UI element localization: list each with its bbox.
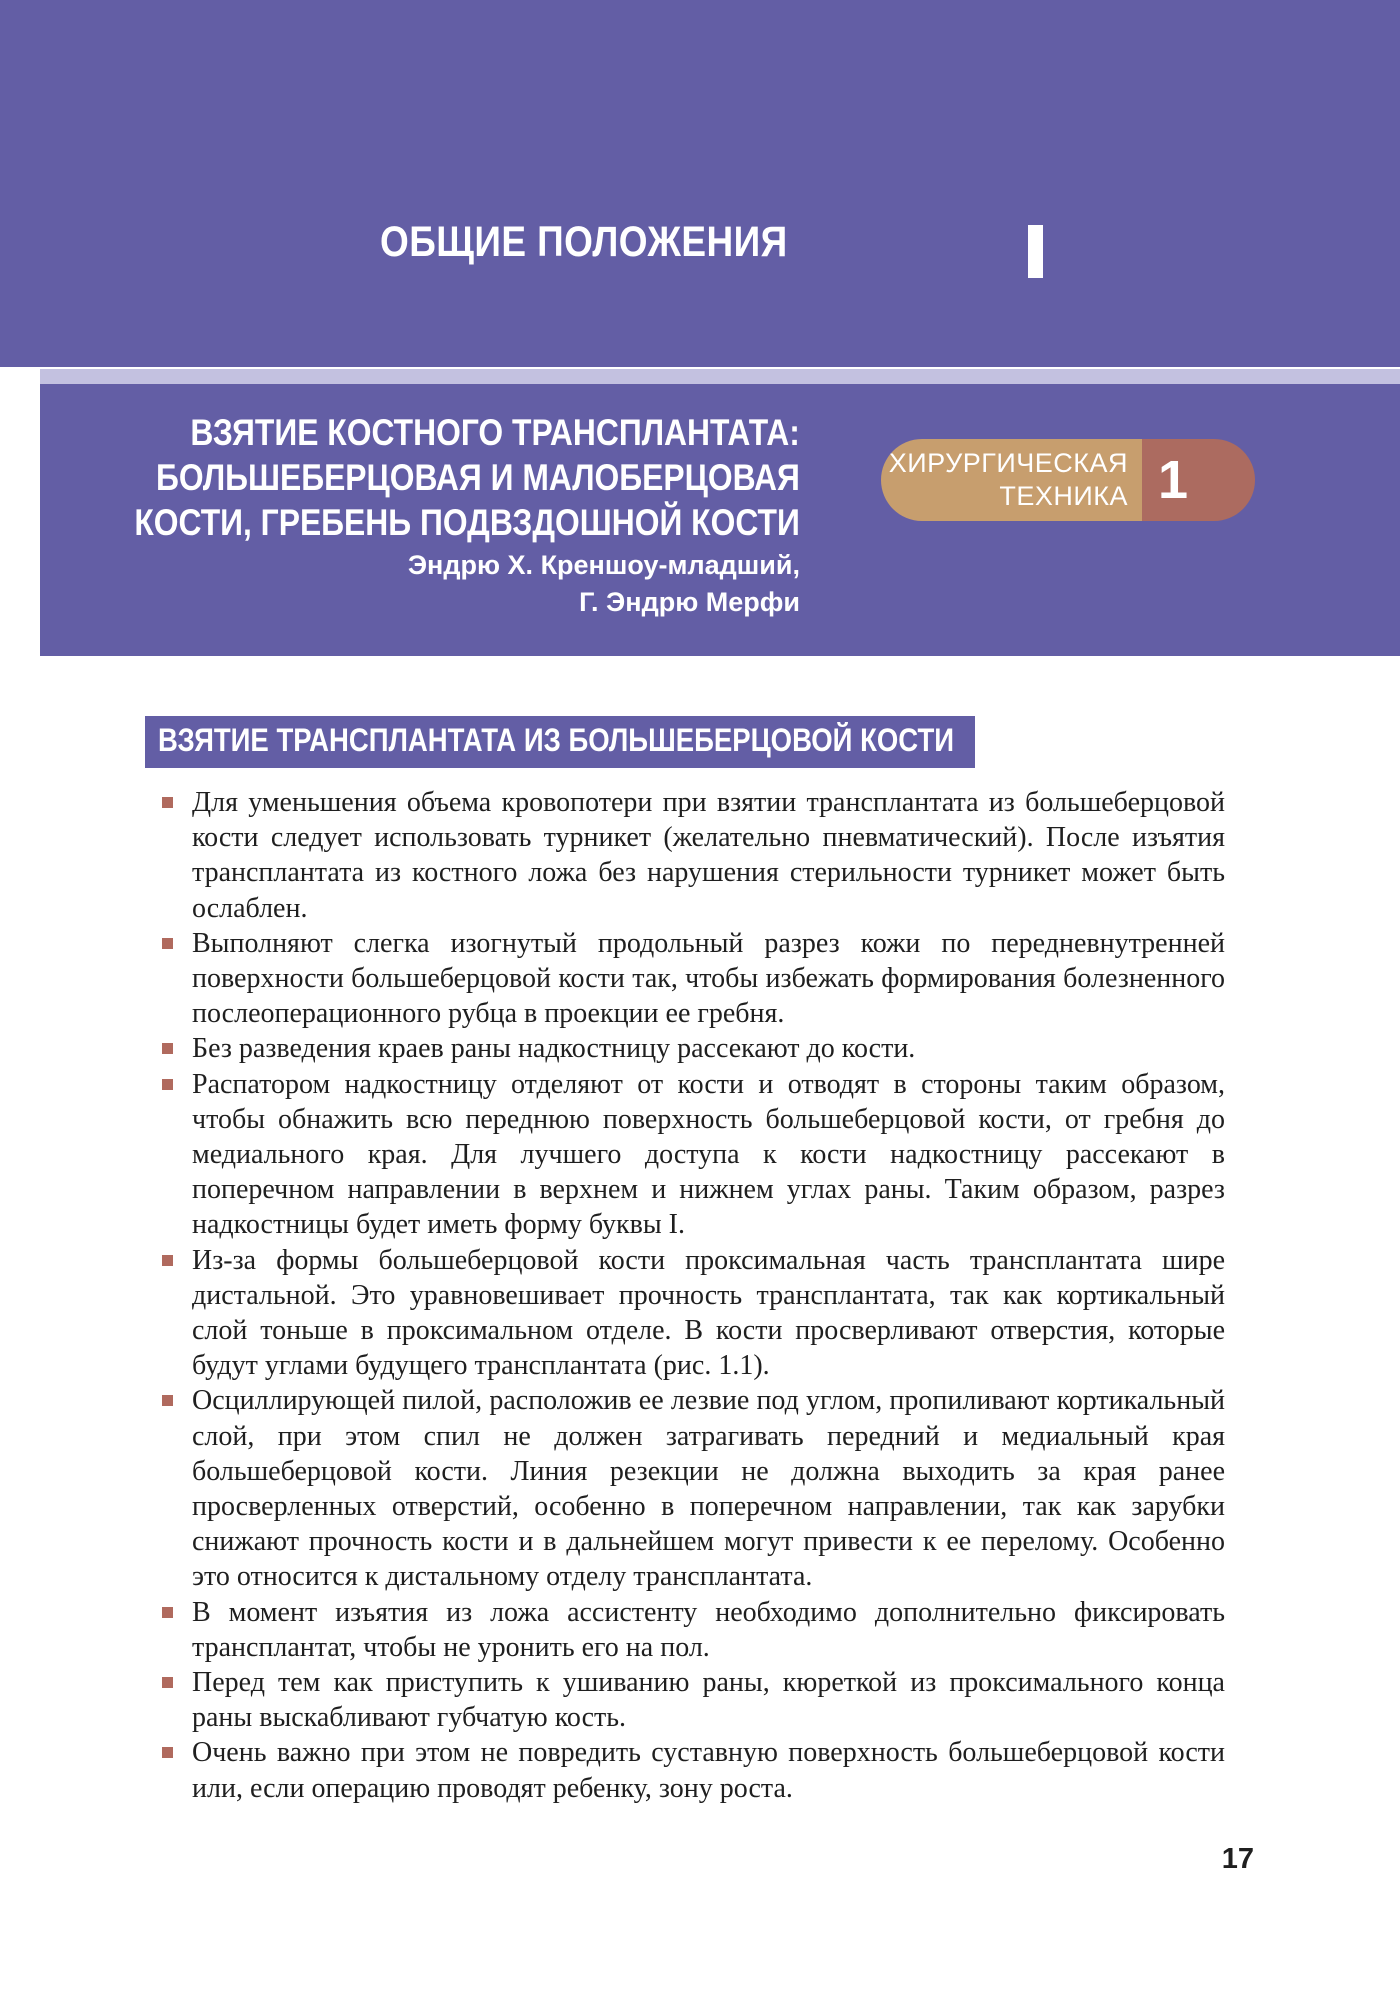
list-item [160,1595,1225,1665]
bullet-square-icon [162,1255,173,1266]
bullet-list [160,785,1225,1806]
bullet-square-icon [162,797,173,808]
chapter-tag [881,439,1255,521]
part-numeral [1028,225,1043,278]
header-divider-stripe [40,369,1400,384]
list-item [160,1735,1225,1805]
bullet-square-icon [162,1677,173,1688]
chapter-title-line: КОСТИ, ГРЕБЕНЬ ПОДВЗДОШНОЙ КОСТИ [134,502,800,543]
bullet-text: Без разведения краев раны надкостницу рассекают до кости. [192,1033,916,1065]
bullet-text: Осциллирующей пилой, расположив ее лезвие под углом, пропиливают кортикальный слой, при этом спил не должен затрагивать передний и медиальный края большеберцовой кости. Линия резекции не должна выходить за края ранее просверленных отверстий, особенно в поперечном направлении, так как зарубки снижают прочность кости и в дальнейшем могут привести к ее перелому. Особенно это относится к дистальному отделу трансплантата. [192,1385,1225,1593]
author-line: Эндрю Х. Креншоу-младший, [407,550,800,580]
list-item [160,926,1225,1032]
part-title: ОБЩИЕ ПОЛОЖЕНИЯ [380,218,788,266]
bullet-text: Перед тем как приступить к ушиванию раны, кюреткой из проксимального конца раны выскабливают губчатую кость. [192,1667,1225,1734]
bullet-text: В момент изъятия из ложа ассистенту необходимо дополнительно фиксировать трансплантат, чтобы не уронить его на пол. [192,1596,1225,1663]
bullet-text: Распатором надкостницу отделяют от кости и отводят в стороны таким образом, чтобы обнажить всю переднюю поверхность большеберцовой кости, от гребня до медиального края. Для лучшего доступа к кости надкостницу рассекают в поперечном направлении в верхнем и нижнем углах раны. Таким образом, разрез надкостницы будет иметь форму буквы I. [192,1068,1225,1241]
bullet-text: Выполняют слегка изогнутый продольный разрез кожи по передневнутренней поверхности большеберцовой кости так, чтобы избежать формирования болезненного послеоперационного рубца в проекции ее гребня. [192,927,1225,1030]
bullet-square-icon [162,938,173,949]
bullet-square-icon [162,1395,173,1406]
section-title: ВЗЯТИЕ ТРАНСПЛАНТАТА ИЗ БОЛЬШЕБЕРЦОВОЙ КОСТИ [158,722,955,758]
chapter-title-line: БОЛЬШЕБЕРЦОВАЯ И МАЛОБЕРЦОВАЯ [156,457,800,498]
bullet-square-icon [162,1043,173,1054]
list-item [160,1665,1225,1735]
list-item [160,1067,1225,1243]
part-header-band [0,0,1400,367]
list-item [160,1031,1225,1066]
bullet-text: Для уменьшения объема кровопотери при взятии трансплантата из большеберцовой кости следует использовать турникет (желательно пневматический). После изъятия трансплантата из костного ложа без нарушения стерильности турникет может быть ослаблен. [192,787,1225,924]
tag-label-line: ТЕХНИКА [999,481,1128,511]
list-item [160,1243,1225,1384]
bullet-square-icon [162,1607,173,1618]
bullet-text: Очень важно при этом не повредить суставную поверхность большеберцовой кости или, если операцию проводят ребенку, зону роста. [192,1737,1225,1804]
bullet-square-icon [162,1747,173,1758]
bullet-text: Из-за формы большеберцовой кости проксимальная часть трансплантата шире дистальной. Это уравновешивает прочность трансплантата, так как кортикальный слой тоньше в проксимальном отделе. В кости просверливают отверстия, которые будут углами будущего трансплантата (рис. 1.1). [192,1244,1225,1382]
chapter-title [135,410,800,545]
tag-label-line: ХИРУРГИЧЕСКАЯ [888,448,1128,478]
chapter-authors [408,547,800,621]
chapter-number: 1 [1142,439,1255,521]
list-item [160,785,1225,926]
page-number: 17 [1221,1843,1254,1875]
bullet-square-icon [162,1079,173,1090]
chapter-tag-label [881,439,1142,521]
chapter-title-line: ВЗЯТИЕ КОСТНОГО ТРАНСПЛАНТАТА: [190,412,800,453]
list-item [160,1383,1225,1594]
author-line: Г. Эндрю Мерфи [579,587,800,617]
